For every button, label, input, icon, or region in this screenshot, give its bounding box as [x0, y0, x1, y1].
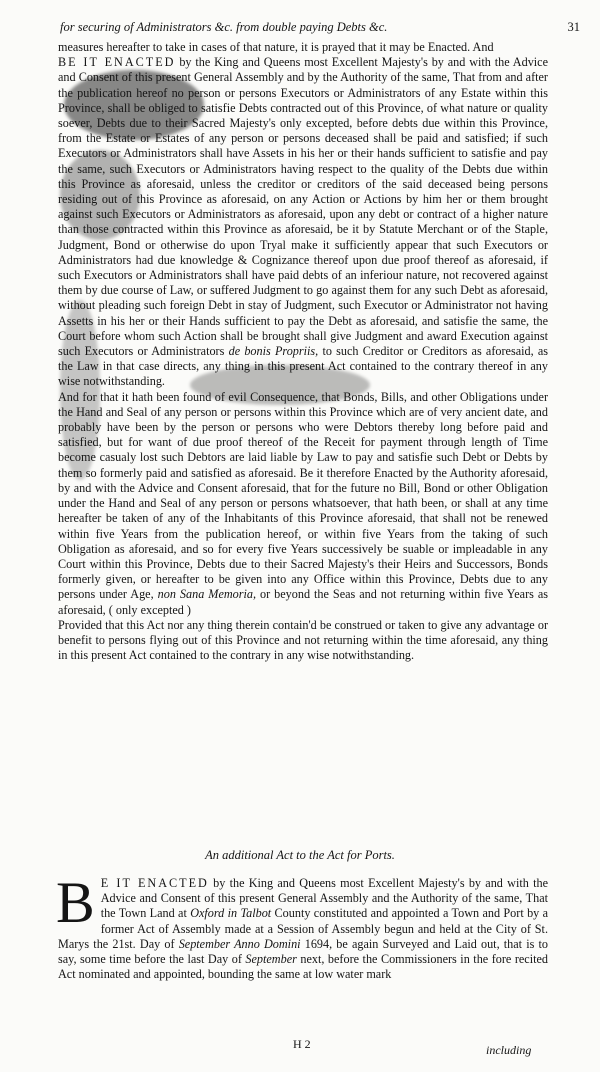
first-act-body [58, 40, 548, 663]
act-heading: An additional Act to the Act for Ports. [205, 848, 395, 862]
catchword: including [486, 1043, 532, 1057]
paragraph: measures hereafter to take in cases of that nature, it is prayed that it may be Enacted. And [58, 40, 494, 54]
paragraph: And for that it hath been found of evil Consequence, that Bonds, Bills, and other Obligations under the Hand and Seal of any person or persons within this Province which are of very ancient date, and probably have been by the person or persons who were Debtors thereby long before paid and satisfied, but for want of due proof thereof of the Receit for payment through length of Time become casualy lost such Debtors are laid liable by Law to pay and satisfie such Debt or Debts by them so formerly paid and satisfied as aforesaid. Be it therefore Enacted by the Authority aforesaid, by and with the Advice and Consent aforesaid, that for the future no Bill, Bond or other Obligation under the Hand and Seal of any person or persons whatsoever, that hath been, or shall at any time hereafter be taken of any of the Inhabitants of this Province aforesaid, that shall not be renewed within five Years from the publication hereof, or within five Years from the taking of such Obligation as aforesaid, and so for every five Years successively be suable or impleadable in any Court within this Province, Debts due to their Sacred Majesty's their Heirs and Successors, Bonds formerly given, or hereafter to be given into any Office within this Province, Debts due to any persons under Age, non Sana Memoria, or beyond the Seas and not returning within five Years as aforesaid, ( only excepted ) [58, 389, 549, 617]
paragraph: B E IT ENACTED by the King and Queens most Excellent Majesty's by and with the Advice and Consent of this present General Assembly and the Authority of the same, That the Town Land at Oxford in Talbot County constituted and appointed a Town and Port by a former Act of Assembly made at a Session of Assembly begun and held at the City of St. Marys the 21st. Day of September Anno Domini 1694, be again Surveyed and Laid out, that is to say, some time before the last Day of September next, before the Commissioners in the fore recited Act nominated and appointed, bounding the same at low water mark [56, 870, 549, 982]
paragraph: BE IT ENACTED by the King and Queens most Excellent Majesty's by and with the Advice and Consent of this present General Assembly and by the Authority of the same, That from and after the publication hereof no person or persons Executors or Administrators of any Estate within this Province, shall be obliged to satisfie Debts contracted out of this Province, of what nature or quality soever, Debts due to their Sacred Majesty's only excepted, before debts due within this Province, from the Estate or Estates of any person or persons deceased shall be paid and satisfied; if such Executors or Administrators shall have Assets in his her or their hands sufficient to satisfie and pay the same, such Executors or Administrators having respect to the quality of the Debts due within this Province as aforesaid, unless the creditor or creditors of the said deceased being persons residing out of this Province as aforesaid, on any Action or Actions by him her or them brought against such Executors or Administrators as aforesaid, upon any debt or contract of a higher nature than those contracted within this Province as aforesaid, be it by Statute Merchant or of the Staple, Judgment, Bond or otherwise do upon Tryal make it sufficiently appear that such Executors or Administrators had due knowledge & Cognizance thereof upon due proof thereof as aforesaid, if such Executors or Administrators shall have paid debts of an inferiour nature, not recovered against them by due course of Law, or suffered Judgment to go against them for any such Debt as aforesaid, without pleading such foreign Debt in stay of Judgment, such Executor or Administrator not having Assetts in his her or their Hands sufficient to pay the Debt as aforesaid, and satisfie the same, the Court before whom such Action shall be brought shall give Judgment and award Execution against such Executors or Administrators de bonis Propriis, to such Creditor or Creditors as aforesaid, as the Law in that case directs, any thing in this present Act contained to the contrary thereof in any wise notwithstanding. [58, 55, 549, 389]
running-title: for securing of Administrators &c. from double paying Debts &c. [60, 20, 388, 34]
second-act-body [56, 870, 549, 982]
signature-mark: H 2 [293, 1037, 311, 1051]
page-number: 31 [567, 20, 580, 34]
drop-cap: B [56, 870, 95, 935]
running-header [60, 20, 580, 40]
paragraph: Provided that this Act nor any thing therein contain'd be construed or taken to give any advantage or benefit to persons flying out of this Province and not returning within the time aforesaid, any thing in this present Act contained to the contrary in any wise notwithstanding. [58, 617, 548, 663]
